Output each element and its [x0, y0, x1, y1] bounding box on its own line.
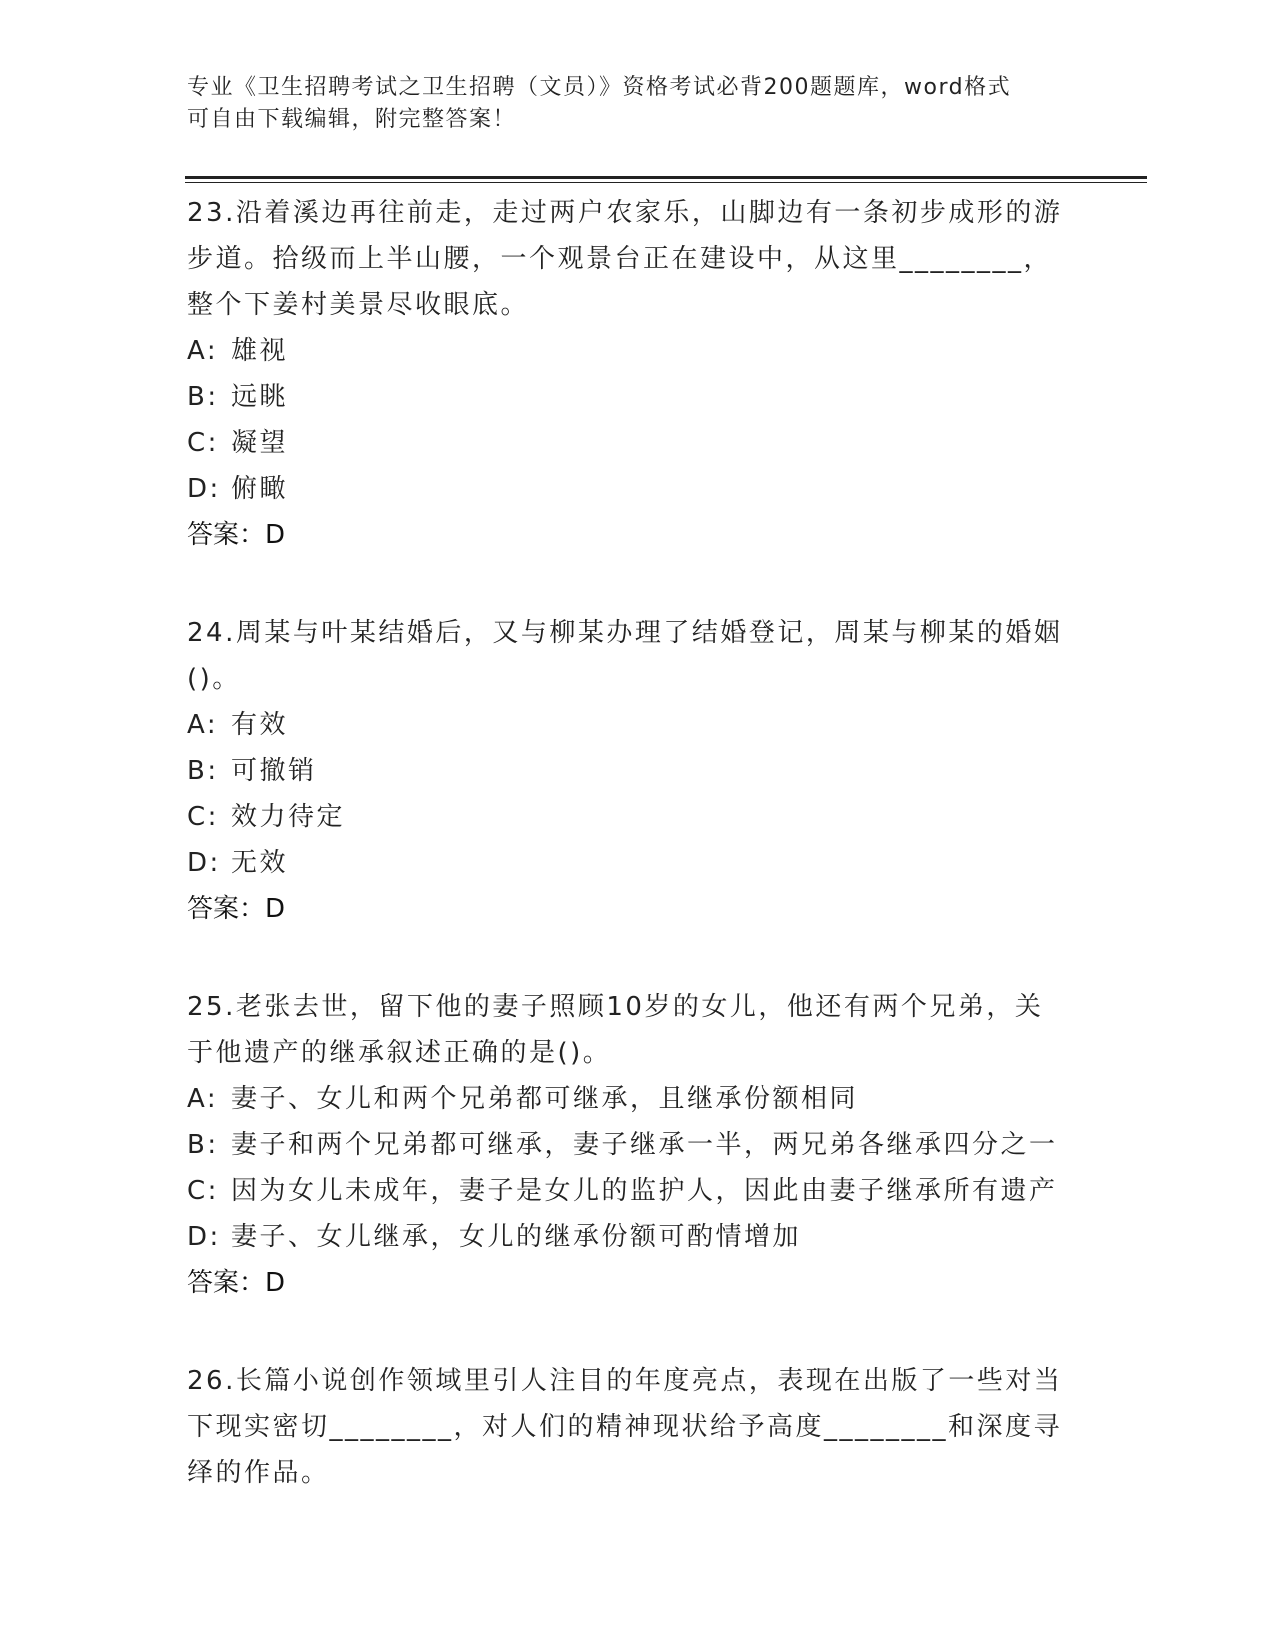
- option-text: 效力待定: [231, 802, 346, 832]
- document-header: [187, 72, 1087, 136]
- option-text: 远眺: [231, 382, 289, 412]
- option-c: [187, 794, 1087, 840]
- answer-line: 答案：D: [187, 520, 286, 550]
- option-b: [187, 1122, 1087, 1168]
- option-d: [187, 466, 1087, 512]
- option-text: 有效: [231, 710, 289, 740]
- option-text: 可撤销: [231, 756, 317, 786]
- option-text: 妻子、女儿和两个兄弟都可继承，且继承份额相同: [231, 1084, 859, 1114]
- question-stem-line: 步道。拾级而上半山腰，一个观景台正在建设中，从这里________，: [187, 244, 1053, 274]
- option-letter: D:: [187, 1222, 221, 1252]
- question-23: [187, 190, 1087, 558]
- option-letter: B:: [187, 756, 219, 786]
- header-line-1: 专业《卫生招聘考试之卫生招聘（文员）》资格考试必背200题题库，word格式: [187, 75, 1012, 100]
- option-letter: B:: [187, 1130, 219, 1160]
- option-c: [187, 420, 1087, 466]
- question-26: [187, 1358, 1087, 1496]
- question-stem-line: 下现实密切________，对人们的精神现状给予高度________和深度寻: [187, 1412, 1063, 1442]
- option-letter: D:: [187, 848, 221, 878]
- option-text: 无效: [231, 848, 289, 878]
- option-letter: C:: [187, 802, 219, 832]
- option-text: 俯瞰: [231, 474, 289, 504]
- option-text: 妻子和两个兄弟都可继承，妻子继承一半，两兄弟各继承四分之一: [231, 1130, 1058, 1160]
- option-text: 因为女儿未成年，妻子是女儿的监护人，因此由妻子继承所有遗产: [231, 1176, 1058, 1206]
- question-stem-line: 于他遗产的继承叙述正确的是()。: [187, 1038, 612, 1068]
- option-letter: A:: [187, 1084, 219, 1114]
- answer-line: 答案：D: [187, 894, 286, 924]
- option-letter: C:: [187, 428, 219, 458]
- question-25: [187, 984, 1087, 1306]
- option-letter: D:: [187, 474, 221, 504]
- question-list: [187, 190, 1087, 1548]
- question-stem-line: ()。: [187, 664, 241, 694]
- option-b: [187, 374, 1087, 420]
- option-a: [187, 702, 1087, 748]
- answer-line: 答案：D: [187, 1268, 286, 1298]
- question-stem-line: 整个下姜村美景尽收眼底。: [187, 290, 530, 320]
- option-letter: B:: [187, 382, 219, 412]
- option-d: [187, 840, 1087, 886]
- option-letter: A:: [187, 336, 219, 366]
- option-letter: C:: [187, 1176, 219, 1206]
- option-c: [187, 1168, 1087, 1214]
- question-stem-line: 24.周某与叶某结婚后，又与柳某办理了结婚登记，周某与柳某的婚姻: [187, 618, 1063, 648]
- question-stem-line: 25.老张去世，留下他的妻子照顾10岁的女儿，他还有两个兄弟，关: [187, 992, 1044, 1022]
- question-24: [187, 610, 1087, 932]
- header-line-2: 可自由下载编辑，附完整答案！: [187, 107, 517, 132]
- question-stem-line: 23.沿着溪边再往前走，走过两户农家乐，山脚边有一条初步成形的游: [187, 198, 1063, 228]
- option-a: [187, 1076, 1087, 1122]
- option-letter: A:: [187, 710, 219, 740]
- option-text: 雄视: [231, 336, 289, 366]
- option-text: 凝望: [231, 428, 289, 458]
- header-rule-thin: [185, 182, 1147, 183]
- option-a: [187, 328, 1087, 374]
- option-b: [187, 748, 1087, 794]
- question-stem-line: 绎的作品。: [187, 1458, 330, 1488]
- option-text: 妻子、女儿继承，女儿的继承份额可酌情增加: [231, 1222, 802, 1252]
- header-rule-thick: [185, 176, 1147, 179]
- option-d: [187, 1214, 1087, 1260]
- question-stem-line: 26.长篇小说创作领域里引人注目的年度亮点，表现在出版了一些对当: [187, 1366, 1063, 1396]
